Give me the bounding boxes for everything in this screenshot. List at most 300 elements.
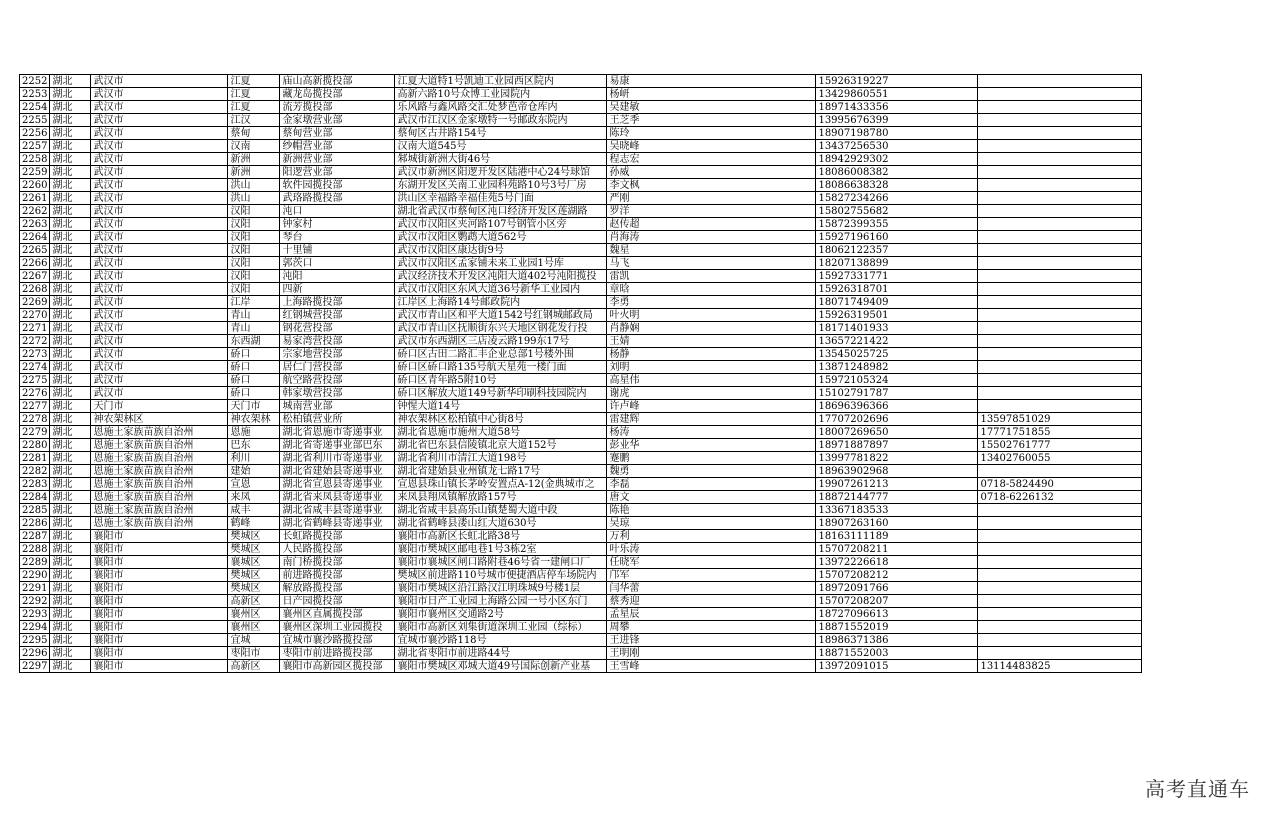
cell-province: 湖北	[50, 504, 91, 517]
cell-district: 枣阳市	[228, 647, 280, 660]
table-row	[20, 244, 1142, 257]
cell-contact-name: 孟星辰	[607, 608, 816, 621]
cell-city: 武汉市	[91, 192, 228, 205]
cell-contact-name: 蹇鹏	[607, 452, 816, 465]
cell-outlet-name: 城南营业部	[280, 400, 395, 413]
cell-phone-alt	[978, 387, 1142, 400]
cell-district: 汉阳	[228, 218, 280, 231]
cell-province: 湖北	[50, 634, 91, 647]
cell-outlet-name: 襄州区直属揽投部	[280, 608, 395, 621]
cell-district: 汉阳	[228, 283, 280, 296]
cell-phone: 15927196160	[816, 231, 978, 244]
cell-outlet-name: 沌口	[280, 205, 395, 218]
table-body	[20, 75, 1142, 673]
cell-contact-name: 唐文	[607, 491, 816, 504]
cell-row-number: 2273	[20, 348, 50, 361]
cell-city: 襄阳市	[91, 660, 228, 673]
cell-phone: 15872399355	[816, 218, 978, 231]
cell-row-number: 2286	[20, 517, 50, 530]
cell-outlet-name: 纱帽营业部	[280, 140, 395, 153]
cell-address: 武汉市汉阳区东风大道36号新华工业园内	[395, 283, 607, 296]
cell-row-number: 2269	[20, 296, 50, 309]
cell-province: 湖北	[50, 621, 91, 634]
cell-address: 硚口区解放大道149号新华印刷科技园院内	[395, 387, 607, 400]
table-row	[20, 140, 1142, 153]
table-row	[20, 400, 1142, 413]
cell-contact-name: 赵传超	[607, 218, 816, 231]
table-row	[20, 309, 1142, 322]
cell-address: 东湖开发区关南工业园科苑路10号3号厂房	[395, 179, 607, 192]
cell-outlet-name: 郭茨口	[280, 257, 395, 270]
cell-row-number: 2270	[20, 309, 50, 322]
cell-outlet-name: 湖北省恩施市寄递事业	[280, 426, 395, 439]
cell-district: 高新区	[228, 595, 280, 608]
cell-province: 湖北	[50, 543, 91, 556]
cell-phone-alt	[978, 621, 1142, 634]
cell-contact-name: 严刚	[607, 192, 816, 205]
cell-province: 湖北	[50, 231, 91, 244]
cell-contact-name: 王进锋	[607, 634, 816, 647]
table-row	[20, 595, 1142, 608]
cell-city: 武汉市	[91, 231, 228, 244]
cell-row-number: 2295	[20, 634, 50, 647]
cell-phone-alt	[978, 543, 1142, 556]
table-row	[20, 205, 1142, 218]
table-row	[20, 478, 1142, 491]
cell-row-number: 2277	[20, 400, 50, 413]
cell-contact-name: 王芝季	[607, 114, 816, 127]
cell-outlet-name: 十里铺	[280, 244, 395, 257]
cell-province: 湖北	[50, 374, 91, 387]
cell-row-number: 2290	[20, 569, 50, 582]
cell-phone: 15707208211	[816, 543, 978, 556]
table-row	[20, 374, 1142, 387]
cell-city: 武汉市	[91, 322, 228, 335]
cell-district: 新洲	[228, 166, 280, 179]
cell-contact-name: 马飞	[607, 257, 816, 270]
cell-contact-name: 易康	[607, 75, 816, 88]
cell-city: 恩施土家族苗族自治州	[91, 465, 228, 478]
table-row	[20, 127, 1142, 140]
cell-row-number: 2261	[20, 192, 50, 205]
cell-phone: 18872144777	[816, 491, 978, 504]
table-row	[20, 517, 1142, 530]
cell-phone-alt	[978, 296, 1142, 309]
cell-city: 武汉市	[91, 296, 228, 309]
cell-row-number: 2266	[20, 257, 50, 270]
cell-province: 湖北	[50, 153, 91, 166]
cell-city: 襄阳市	[91, 621, 228, 634]
cell-row-number: 2268	[20, 283, 50, 296]
cell-phone-alt	[978, 322, 1142, 335]
cell-phone-alt	[978, 153, 1142, 166]
cell-district: 江岸	[228, 296, 280, 309]
cell-address: 襄阳市日产工业园上海路公园一号小区东门	[395, 595, 607, 608]
cell-district: 神农架林	[228, 413, 280, 426]
cell-phone-alt	[978, 361, 1142, 374]
cell-district: 利川	[228, 452, 280, 465]
cell-address: 湖北省武汉市蔡甸区沌口经济开发区莲湖路	[395, 205, 607, 218]
cell-phone: 18062122357	[816, 244, 978, 257]
cell-city: 武汉市	[91, 309, 228, 322]
cell-city: 武汉市	[91, 166, 228, 179]
cell-phone-alt	[978, 335, 1142, 348]
cell-outlet-name: 湖北省寄递事业部巴东	[280, 439, 395, 452]
cell-outlet-name: 湖北省咸丰县寄递事业	[280, 504, 395, 517]
cell-row-number: 2297	[20, 660, 50, 673]
cell-row-number: 2263	[20, 218, 50, 231]
table-row	[20, 569, 1142, 582]
cell-address: 神农架林区松柏镇中心街8号	[395, 413, 607, 426]
cell-district: 蔡甸	[228, 127, 280, 140]
cell-row-number: 2289	[20, 556, 50, 569]
cell-district: 硚口	[228, 387, 280, 400]
table-row	[20, 335, 1142, 348]
table-row	[20, 582, 1142, 595]
cell-province: 湖北	[50, 595, 91, 608]
cell-city: 恩施土家族苗族自治州	[91, 491, 228, 504]
cell-city: 武汉市	[91, 218, 228, 231]
cell-address: 蔡甸区古井路154号	[395, 127, 607, 140]
cell-phone: 15972105324	[816, 374, 978, 387]
cell-phone-alt: 0718-5824490	[978, 478, 1142, 491]
table-row	[20, 361, 1142, 374]
table-row	[20, 192, 1142, 205]
cell-row-number: 2279	[20, 426, 50, 439]
table-row	[20, 296, 1142, 309]
cell-address: 襄阳市襄州区交通路2号	[395, 608, 607, 621]
table-row	[20, 270, 1142, 283]
cell-phone: 18086008382	[816, 166, 978, 179]
cell-outlet-name: 藏龙岛揽投部	[280, 88, 395, 101]
cell-address: 武汉市青山区抚顺街东兴天地区钢花发行投	[395, 322, 607, 335]
cell-province: 湖北	[50, 244, 91, 257]
cell-province: 湖北	[50, 205, 91, 218]
cell-district: 樊城区	[228, 582, 280, 595]
cell-district: 来凤	[228, 491, 280, 504]
cell-district: 襄州区	[228, 608, 280, 621]
cell-district: 高新区	[228, 660, 280, 673]
cell-phone: 18971887897	[816, 439, 978, 452]
cell-phone: 18871552019	[816, 621, 978, 634]
cell-phone: 13437256530	[816, 140, 978, 153]
cell-contact-name: 彭业华	[607, 439, 816, 452]
cell-phone-alt	[978, 127, 1142, 140]
cell-phone-alt: 13597851029	[978, 413, 1142, 426]
cell-contact-name: 李磊	[607, 478, 816, 491]
table-row	[20, 556, 1142, 569]
cell-outlet-name: 居仁门营投部	[280, 361, 395, 374]
cell-district: 樊城区	[228, 569, 280, 582]
cell-outlet-name: 四新	[280, 283, 395, 296]
cell-city: 恩施土家族苗族自治州	[91, 439, 228, 452]
cell-address: 襄阳市襄城区闸口路附巷46号省一建闸口厂	[395, 556, 607, 569]
cell-address: 湖北省利川市清江大道198号	[395, 452, 607, 465]
cell-address: 洪山区幸福路幸福佳苑5号门面	[395, 192, 607, 205]
cell-contact-name: 杨岍	[607, 88, 816, 101]
cell-phone: 19907261213	[816, 478, 978, 491]
cell-city: 襄阳市	[91, 530, 228, 543]
cell-province: 湖北	[50, 400, 91, 413]
cell-city: 恩施土家族苗族自治州	[91, 504, 228, 517]
cell-phone-alt	[978, 504, 1142, 517]
cell-address: 湖北省巴东县信陵镇北京大道152号	[395, 439, 607, 452]
cell-address: 湖北省建始县业州镇龙七路17号	[395, 465, 607, 478]
cell-contact-name: 肖静娴	[607, 322, 816, 335]
cell-row-number: 2260	[20, 179, 50, 192]
cell-contact-name: 魏星	[607, 244, 816, 257]
table-row	[20, 257, 1142, 270]
cell-phone: 18696396366	[816, 400, 978, 413]
cell-phone: 18907263160	[816, 517, 978, 530]
cell-district: 江汉	[228, 114, 280, 127]
cell-province: 湖北	[50, 491, 91, 504]
cell-row-number: 2262	[20, 205, 50, 218]
cell-province: 湖北	[50, 478, 91, 491]
cell-phone-alt	[978, 218, 1142, 231]
cell-phone-alt	[978, 634, 1142, 647]
cell-province: 湖北	[50, 270, 91, 283]
cell-row-number: 2259	[20, 166, 50, 179]
cell-phone: 15926319501	[816, 309, 978, 322]
cell-city: 武汉市	[91, 179, 228, 192]
table-row	[20, 647, 1142, 660]
cell-city: 襄阳市	[91, 582, 228, 595]
cell-phone: 13545025725	[816, 348, 978, 361]
cell-address: 硚口区青年路5附10号	[395, 374, 607, 387]
cell-address: 高新六路10号众博工业园院内	[395, 88, 607, 101]
cell-contact-name: 雷建辉	[607, 413, 816, 426]
cell-contact-name: 叶火明	[607, 309, 816, 322]
cell-row-number: 2267	[20, 270, 50, 283]
cell-city: 武汉市	[91, 140, 228, 153]
cell-phone: 18171401933	[816, 322, 978, 335]
cell-phone: 18086638328	[816, 179, 978, 192]
cell-address: 湖北省鹤峰县溇山红大道630号	[395, 517, 607, 530]
cell-district: 巴东	[228, 439, 280, 452]
cell-contact-name: 高星伟	[607, 374, 816, 387]
cell-district: 硚口	[228, 348, 280, 361]
cell-address: 武汉经济技术开发区沌阳大道402号沌阳揽投	[395, 270, 607, 283]
cell-district: 咸丰	[228, 504, 280, 517]
cell-phone-alt	[978, 231, 1142, 244]
cell-phone-alt	[978, 582, 1142, 595]
cell-province: 湖北	[50, 192, 91, 205]
cell-contact-name: 王雪峰	[607, 660, 816, 673]
cell-district: 青山	[228, 309, 280, 322]
cell-outlet-name: 宜城市襄沙路揽投部	[280, 634, 395, 647]
cell-phone-alt	[978, 179, 1142, 192]
cell-row-number: 2276	[20, 387, 50, 400]
cell-row-number: 2288	[20, 543, 50, 556]
cell-contact-name: 程志宏	[607, 153, 816, 166]
cell-city: 恩施土家族苗族自治州	[91, 426, 228, 439]
table-row	[20, 88, 1142, 101]
cell-province: 湖北	[50, 322, 91, 335]
cell-row-number: 2294	[20, 621, 50, 634]
cell-outlet-name: 阳逻营业部	[280, 166, 395, 179]
cell-district: 洪山	[228, 192, 280, 205]
cell-address: 武汉市汉阳区康达街9号	[395, 244, 607, 257]
cell-outlet-name: 庙山高新揽投部	[280, 75, 395, 88]
cell-phone-alt	[978, 205, 1142, 218]
cell-district: 新洲	[228, 153, 280, 166]
cell-province: 湖北	[50, 439, 91, 452]
cell-province: 湖北	[50, 166, 91, 179]
cell-contact-name: 王明刚	[607, 647, 816, 660]
cell-province: 湖北	[50, 387, 91, 400]
cell-outlet-name: 上海路揽投部	[280, 296, 395, 309]
cell-address: 湖北省咸丰县高乐山镇楚蜀大道中段	[395, 504, 607, 517]
cell-outlet-name: 长虹路揽投部	[280, 530, 395, 543]
cell-province: 湖北	[50, 530, 91, 543]
cell-row-number: 2282	[20, 465, 50, 478]
table-row	[20, 608, 1142, 621]
cell-city: 武汉市	[91, 153, 228, 166]
table-row	[20, 634, 1142, 647]
cell-contact-name: 魏勇	[607, 465, 816, 478]
cell-outlet-name: 枣阳市前进路揽投部	[280, 647, 395, 660]
table-row	[20, 543, 1142, 556]
cell-contact-name: 王婧	[607, 335, 816, 348]
cell-outlet-name: 南门桥揽投部	[280, 556, 395, 569]
cell-address: 襄阳市樊城区沿江路汉江明珠城9号楼1层	[395, 582, 607, 595]
cell-phone: 15802755682	[816, 205, 978, 218]
cell-phone-alt	[978, 374, 1142, 387]
cell-row-number: 2264	[20, 231, 50, 244]
cell-city: 襄阳市	[91, 634, 228, 647]
cell-city: 武汉市	[91, 387, 228, 400]
table-row	[20, 621, 1142, 634]
cell-outlet-name: 湖北省建始县寄递事业	[280, 465, 395, 478]
cell-outlet-name: 韩家墩营投部	[280, 387, 395, 400]
cell-row-number: 2285	[20, 504, 50, 517]
cell-city: 武汉市	[91, 101, 228, 114]
cell-district: 江夏	[228, 88, 280, 101]
table-row	[20, 387, 1142, 400]
cell-contact-name: 许卢峰	[607, 400, 816, 413]
table-row	[20, 348, 1142, 361]
cell-outlet-name: 前进路揽投部	[280, 569, 395, 582]
cell-phone-alt	[978, 556, 1142, 569]
cell-phone-alt	[978, 283, 1142, 296]
cell-province: 湖北	[50, 218, 91, 231]
cell-phone-alt	[978, 595, 1142, 608]
cell-contact-name: 吴晓峰	[607, 140, 816, 153]
cell-district: 襄城区	[228, 556, 280, 569]
cell-city: 武汉市	[91, 374, 228, 387]
cell-district: 东西湖	[228, 335, 280, 348]
cell-address: 襄阳市高新区刘集街道深圳工业园（综标）	[395, 621, 607, 634]
cell-contact-name: 杨静	[607, 348, 816, 361]
table-row	[20, 322, 1142, 335]
cell-province: 湖北	[50, 309, 91, 322]
table-row	[20, 660, 1142, 673]
cell-outlet-name: 湖北省鹤峰县寄递事业	[280, 517, 395, 530]
cell-phone-alt: 15502761777	[978, 439, 1142, 452]
cell-contact-name: 周攀	[607, 621, 816, 634]
cell-phone: 15707208207	[816, 595, 978, 608]
cell-phone: 13367183533	[816, 504, 978, 517]
cell-district: 汉阳	[228, 231, 280, 244]
cell-outlet-name: 新洲营业部	[280, 153, 395, 166]
cell-contact-name: 吴建敏	[607, 101, 816, 114]
cell-phone-alt	[978, 75, 1142, 88]
cell-phone-alt	[978, 88, 1142, 101]
cell-phone-alt	[978, 257, 1142, 270]
cell-district: 恩施	[228, 426, 280, 439]
cell-row-number: 2254	[20, 101, 50, 114]
cell-phone-alt	[978, 348, 1142, 361]
cell-address: 硚口区古田二路汇丰企业总部1号楼外围	[395, 348, 607, 361]
table-row	[20, 283, 1142, 296]
cell-phone-alt	[978, 530, 1142, 543]
cell-address: 武汉市江汉区金家墩特一号邮政东院内	[395, 114, 607, 127]
cell-district: 鹤峰	[228, 517, 280, 530]
cell-district: 汉阳	[228, 270, 280, 283]
cell-outlet-name: 沌阳	[280, 270, 395, 283]
cell-row-number: 2257	[20, 140, 50, 153]
cell-outlet-name: 钟家村	[280, 218, 395, 231]
cell-district: 襄州区	[228, 621, 280, 634]
cell-outlet-name: 襄阳市高新园区揽投部	[280, 660, 395, 673]
data-table	[19, 74, 1142, 673]
cell-district: 青山	[228, 322, 280, 335]
cell-address: 武汉市青山区和平大道1542号红钢城邮政局	[395, 309, 607, 322]
cell-city: 襄阳市	[91, 556, 228, 569]
cell-city: 武汉市	[91, 348, 228, 361]
cell-province: 湖北	[50, 361, 91, 374]
cell-province: 湖北	[50, 101, 91, 114]
cell-city: 襄阳市	[91, 543, 228, 556]
cell-address: 江岸区上海路14号邮政院内	[395, 296, 607, 309]
cell-row-number: 2284	[20, 491, 50, 504]
cell-row-number: 2274	[20, 361, 50, 374]
cell-province: 湖北	[50, 296, 91, 309]
cell-phone-alt	[978, 608, 1142, 621]
cell-row-number: 2271	[20, 322, 50, 335]
cell-phone: 18907198780	[816, 127, 978, 140]
cell-row-number: 2252	[20, 75, 50, 88]
cell-row-number: 2292	[20, 595, 50, 608]
cell-outlet-name: 易家湾营投部	[280, 335, 395, 348]
cell-phone-alt	[978, 400, 1142, 413]
cell-phone-alt: 0718-6226132	[978, 491, 1142, 504]
cell-phone: 18971433356	[816, 101, 978, 114]
cell-contact-name: 万利	[607, 530, 816, 543]
cell-row-number: 2275	[20, 374, 50, 387]
table-row	[20, 153, 1142, 166]
cell-address: 来凤县翔凤镇解放路157号	[395, 491, 607, 504]
cell-city: 武汉市	[91, 205, 228, 218]
cell-city: 武汉市	[91, 114, 228, 127]
cell-contact-name: 蔡秀迎	[607, 595, 816, 608]
cell-province: 湖北	[50, 608, 91, 621]
cell-province: 湖北	[50, 647, 91, 660]
cell-city: 襄阳市	[91, 569, 228, 582]
cell-phone-alt	[978, 140, 1142, 153]
cell-province: 湖北	[50, 582, 91, 595]
cell-contact-name: 谢虎	[607, 387, 816, 400]
cell-address: 湖北省枣阳市前进路44号	[395, 647, 607, 660]
cell-outlet-name: 武珞路揽投部	[280, 192, 395, 205]
cell-outlet-name: 蔡甸营业部	[280, 127, 395, 140]
cell-province: 湖北	[50, 465, 91, 478]
cell-district: 汉南	[228, 140, 280, 153]
cell-address: 襄阳市樊城区邮电巷1号3栋2室	[395, 543, 607, 556]
cell-phone-alt	[978, 465, 1142, 478]
table-row	[20, 166, 1142, 179]
